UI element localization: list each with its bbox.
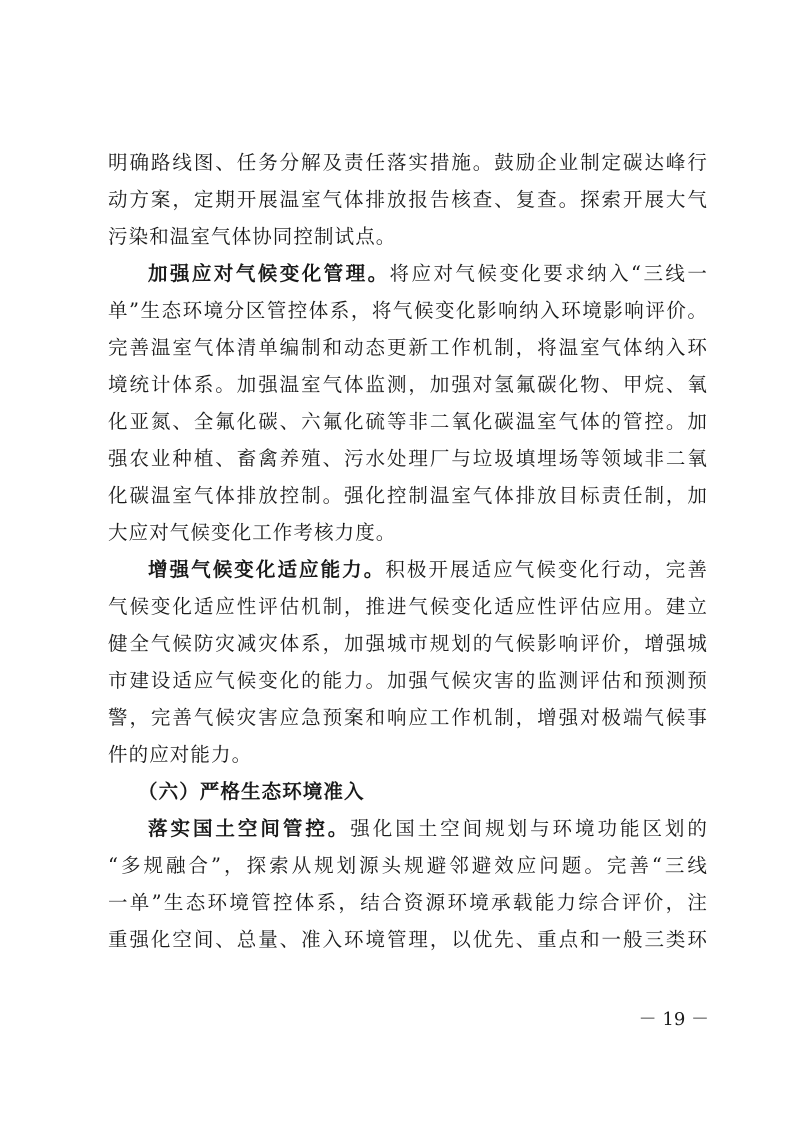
paragraph-line: 增强气候变化适应能力。积极开展适应气候变化行动，完善 xyxy=(148,558,708,581)
paragraph-line: 化亚氮、全氟化碳、六氟化硫等非二氧化碳温室气体的管控。加 xyxy=(108,410,708,433)
lead-heading: 加强应对气候变化管理。 xyxy=(148,262,390,285)
paragraph-line: 大应对气候变化工作考核力度。 xyxy=(108,521,397,544)
paragraph-line: 完善温室气体清单编制和动态更新工作机制，将温室气体纳入环 xyxy=(108,336,708,359)
paragraph-line: 一单”生态环境管控体系，结合资源环境承载能力综合评价，注 xyxy=(108,891,708,914)
paragraph-line: 件的应对能力。 xyxy=(108,743,253,766)
lead-heading: 增强气候变化适应能力。 xyxy=(148,558,386,581)
paragraph-line: 化碳温室气体排放控制。强化控制温室气体排放目标责任制，加 xyxy=(108,484,708,507)
paragraph-line: 市建设适应气候变化的能力。加强气候灾害的监测评估和预测预 xyxy=(108,669,708,692)
lead-heading: 落实国土空间管控。 xyxy=(148,817,351,840)
paragraph-line: 气候变化适应性评估机制，推进气候变化适应性评估应用。建立 xyxy=(108,595,708,618)
paragraph-line: 动方案，定期开展温室气体排放报告核查、复查。探索开展大气 xyxy=(108,188,708,211)
paragraph-line: 加强应对气候变化管理。将应对气候变化要求纳入“三线一 xyxy=(148,262,708,285)
paragraph-line: “多规融合”，探索从规划源头规避邻避效应问题。完善“三线 xyxy=(108,854,708,877)
paragraph-line: 境统计体系。加强温室气体监测，加强对氢氟碳化物、甲烷、氧 xyxy=(108,373,708,396)
paragraph-line: 明确路线图、任务分解及责任落实措施。鼓励企业制定碳达峰行 xyxy=(108,151,708,174)
paragraph-line: 单”生态环境分区管控体系，将气候变化影响纳入环境影响评价。 xyxy=(108,299,708,322)
paragraph-line: 重强化空间、总量、准入环境管理，以优先、重点和一般三类环 xyxy=(108,928,708,951)
paragraph-line: 健全气候防灾减灾体系，加强城市规划的气候影响评价，增强城 xyxy=(108,632,708,655)
page-number: － 19 － xyxy=(638,1009,709,1030)
paragraph-line: 强农业种植、畜禽养殖、污水处理厂与垃圾填埋场等领域非二氧 xyxy=(108,447,708,470)
section-heading: （六）严格生态环境准入 xyxy=(138,780,365,803)
paragraph-line: 污染和温室气体协同控制试点。 xyxy=(108,225,397,248)
paragraph-line: 警，完善气候灾害应急预案和响应工作机制，增强对极端气候事 xyxy=(108,706,708,729)
paragraph-line: 落实国土空间管控。强化国土空间规划与环境功能区划的 xyxy=(148,817,708,840)
